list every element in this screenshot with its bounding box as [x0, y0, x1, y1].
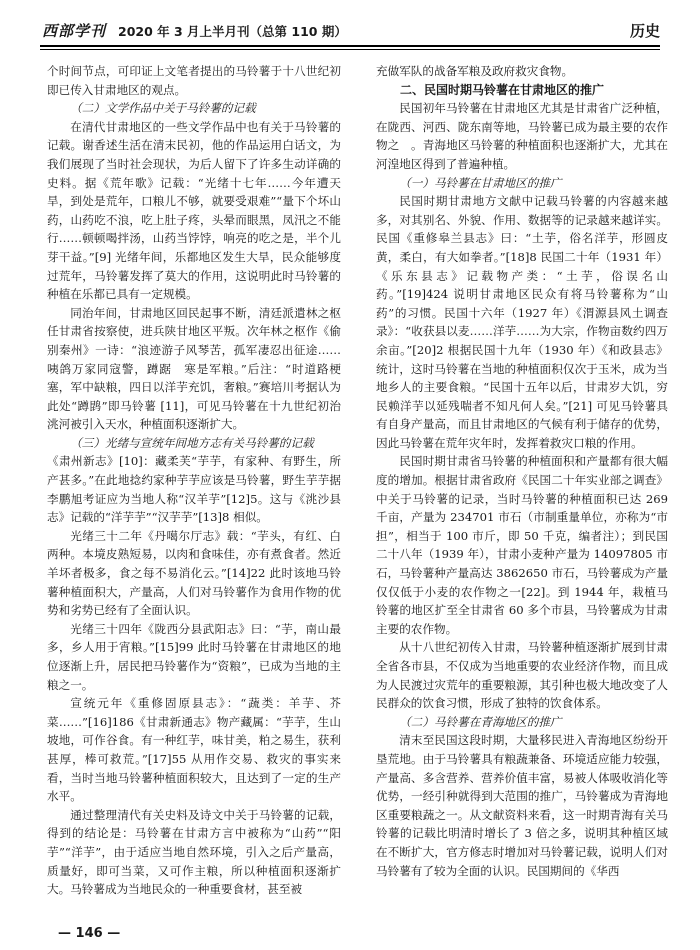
section-heading: （二）马铃薯在青海地区的推广 — [399, 714, 562, 729]
right-column — [376, 62, 668, 880]
left-column — [47, 62, 341, 899]
paragraph: 在清代甘肃地区的一些文学作品中也有关于马铃薯的记载。谢香述生活在清末民初，他的作品运用白话文，为我们展现了当时社会现状，为后人留下了许多生动详确的史料。据《荒年歌》记载：“光绪十七年……今年遭天旱，到处是荒年，口粮儿不够，就要受艰难”“量下个坏山药，山药吃不浪，吃上肚子疼，头晕而眼黑，凤汛之不能行……顿顿喝拌汤，山药当饽饽，响亮的吃之是，半个儿芽干益。”[9] 光绪年间，乐都地区发生大旱，民众能够度过荒年，马铃薯发挥了莫大的作用，这说明此时马铃薯的种植在乐都已具有一定规模。 — [47, 119, 341, 302]
paragraph: 光绪三十二年《丹噶尔厅志》载：“芋头，有红、白两种。本境皮熟短易，以肉和食味佳，亦有煮食者。然近羊坏者极多，食之每不易消化云。”[14]22 此时该地马铃薯种植面积大，产量高，人们对马铃薯作为食用作物的优势和劣势已经有了全面认识。 — [47, 528, 341, 618]
paragraph: 同治年间，甘肃地区回民起事不断，清廷派遣林之枢任甘肃省按察使，进兵陕甘地区平叛。次年林之枢作《偷别秦州》一诗：“浪迹游子风琴苦，孤军凄忍出征途……咦鸽万家同寇警，蹲踞 寒是军粮。”后注：“时道路梗塞，军中缺粮，四日以洋芋充饥，奢粮。”赛培川考据认为此处“蹲鹍”即马铃薯 [11]，可见马铃薯在十九世纪初治洮河被引入天水，种植面积逐渐扩大。 — [47, 305, 341, 432]
paragraph: 清末至民国这段时期，大量移民进入青海地区纷纷开垦荒地。由于马铃薯具有粮蔬兼备、环境适应能力较强，产量高、多含营养、营养价值丰富，易被人体吸收消化等优势，一经引种就得到大范围的推广，马铃薯成为青海地区重要粮蔬之一。从文献资料来看，这一时期青海有关马铃薯的记载比明清时增长了 3 倍之多，说明其种植区域在不断扩大，官方修志时增加对马铃薯记载，说明人们对马铃薯有了较为全面的认识。民国期间的《华西 — [376, 733, 668, 878]
issue-info: 2020 年 3 月上半月刊（总第 110 期） — [118, 24, 347, 39]
paragraph: 充做军队的战备军粮及政府救灾食物。 — [376, 64, 574, 78]
paragraph: 《肃州新志》[10]：藏柔芙“芋芋，有家种、有野生，所产甚多。”在此地捻约家种芋芋应该是马铃薯，野生芋芋据李鹏旭考证应为当地人称“汉羊芋”[12]5。这与《洮沙县志》记载的“洋芋芋”“汉芋芋”[13]8 相似。 — [47, 454, 341, 525]
section-heading: （一）马铃薯在甘肃地区的推广 — [399, 175, 562, 190]
page-header — [40, 14, 660, 44]
header-rule-thin — [40, 49, 660, 50]
paragraph: 民国时期甘肃省马铃薯的种植面积和产量都有很大幅度的增加。根据甘肃省政府《民国二十年实业部之调查》中关于马铃薯的记录，当时马铃薯的种植面积已达 269 千亩，产量为 234701 市石（市制重量单位，亦称为“市担”，相当于 100 市斤，即 50 千克，编者注）；到民国二十八年（1939 年），甘肃小麦种产量为 14097805 市石，马铃薯种产量高达 3862650 市石，马铃薯成为产量仅仅低于小麦的农作物之一[22]。到 1944 年，栽植马铃薯的地区扩至全甘肃省 60 多个市县，马铃薯成为甘肃主要的农作物。 — [376, 454, 668, 636]
paragraph: 从十八世纪初传入甘肃，马铃薯种植逐渐扩展到甘肃全省各市县，不仅成为当地重要的农业经济作物，而且成为人民渡过灾荒年的重要粮源，其引种也极大地改变了人民群众的饮食习惯，形成了独特的饮食体系。 — [376, 640, 668, 711]
paragraph: 民国时期甘肃地方文献中记载马铃薯的内容越来越多，对其别名、外貌、作用、数据等的记录越来越详实。民国《重修皋兰县志》曰：“土芋，俗名洋芋，形圆皮黄，柔白，有大如拳者。”[18]8 民国二十年（1931 年）《乐东县志》记载物产类：“土芋，俗误名山药。”[19]424 说明甘肃地区民众有将马铃薯称为“山药”的习惯。民国十六年（1927 年）《渭源县风土调查录》：“收获县以麦……洋芋……为大宗，作物亩数约四万余亩。”[20]2 根据民国十九年（1930 年）《和政县志》统计，这时马铃薯在当地的种植面积仅次于玉米，成为当地乡人的主要食粮。“民国十五年以后，甘肃岁大饥，穷民赖洋芋以延残喘者不知凡何人矣。”[21] 可见马铃薯具有自身产量高，而且甘肃地区的气候有利于储存的优势，因此马铃薯在荒年灾年时，发挥着救灾口粮的作用。 — [376, 194, 668, 450]
paragraph: 光绪三十四年《陇西分县武阳志》曰：“芋，南山最多，乡人用于宵粮。”[15]99 此时马铃薯在甘肃地区的地位逐渐上升，居民把马铃薯作为“资粮”，已成为当地的主粮之一。 — [47, 621, 341, 692]
section-heading: 二、民国时期马铃薯在甘肃地区的推广 — [400, 82, 605, 97]
journal-logo: 西部学刊 — [42, 22, 107, 40]
paragraph: 民国初年马铃薯在甘肃地区尤其是甘肃省广泛种植，在陇西、河西、陇东南等地，马铃薯已成为最主要的农作物之 。青海地区马铃薯的种植面积也逐渐扩大，尤其在河湟地区得到了普遍种植。 — [376, 101, 668, 171]
paragraph: 通过整理清代有关史料及诗文中关于马铃薯的记载，得到的结论是：马铃薯在甘肃方言中被称为“山药”“阳芋”“洋芋”，由于适应当地自然环境，引入之后产量高，质量好，即可当菜，又可作主粮，所以种植面积逐渐扩大。马铃薯成为当地民众的一种重要食材，甚至被 — [47, 807, 341, 897]
section-title: 历史 — [629, 22, 660, 40]
section-heading: （三）光绪与宣统年间地方志有关马铃薯的记载 — [70, 435, 314, 450]
header-rule — [40, 45, 660, 47]
section-heading: （二）文学作品中关于马铃薯的记载 — [70, 101, 256, 116]
page-number: — 146 — — [58, 926, 121, 941]
paragraph: 个时间节点，可印证上文笔者提出的马铃薯于十八世纪初即已传入甘肃地区的观点。 — [47, 64, 341, 97]
paragraph: 宣统元年《重修固原县志》：“蔬类：羊芋、芥菜……”[16]186《甘肃新通志》物产藏属：“芋芋，生山坡地，可作谷食。有一种红芋，味甘美，粕之易生，获利甚厚，棒可救荒。”[17]55 从用作交易、救灾的事实来看，当时当地马铃薯种植面积较大，且达到了一定的生产水平。 — [47, 696, 341, 804]
